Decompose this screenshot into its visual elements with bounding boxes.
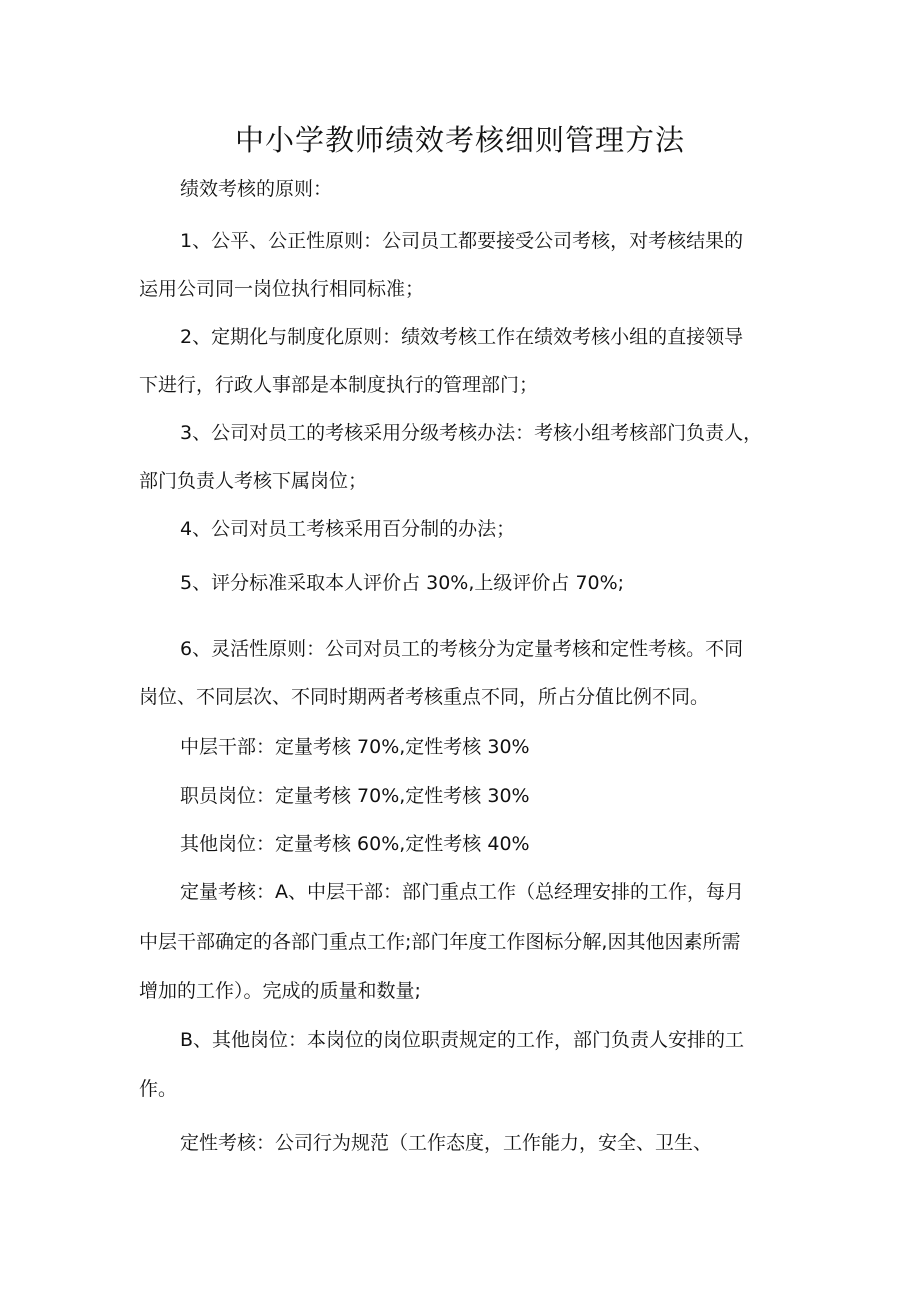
principles-heading: 绩效考核的原则： (180, 178, 333, 200)
principle-1-line-2: 运用公司同一岗位执行相同标准； (139, 278, 425, 300)
ratio-other-positions: 其他岗位：定量考核 60%,定性考核 40% (180, 833, 530, 855)
quantitative-b-line-1: B、其他岗位：本岗位的岗位职责规定的工作，部门负责人安排的工 (180, 1029, 745, 1051)
principle-3-line-2: 部门负责人考核下属岗位； (139, 470, 368, 492)
quantitative-line-1: 定量考核：A、中层干部：部门重点工作（总经理安排的工作，每月 (180, 881, 744, 903)
principle-2-line-1: 2、定期化与制度化原则：绩效考核工作在绩效考核小组的直接领导 (180, 326, 744, 348)
principle-2-line-2: 下进行，行政人事部是本制度执行的管理部门； (139, 374, 539, 396)
principle-4: 4、公司对员工考核采用百分制的办法； (180, 518, 516, 540)
principle-6-line-2: 岗位、不同层次、不同时期两者考核重点不同，所占分值比例不同。 (139, 686, 710, 708)
principle-3-line-1: 3、公司对员工的考核采用分级考核办法：考核小组考核部门负责人， (180, 422, 763, 444)
quantitative-line-3: 增加的工作）。完成的质量和数量; (139, 980, 421, 1002)
ratio-staff-positions: 职员岗位：定量考核 70%,定性考核 30% (180, 785, 530, 807)
principle-6-line-1: 6、灵活性原则：公司对员工的考核分为定量考核和定性考核。不同 (180, 638, 744, 660)
quantitative-b-line-2: 作。 (139, 1078, 178, 1100)
qualitative-line-1: 定性考核：公司行为规范（工作态度，工作能力，安全、卫生、 (180, 1132, 713, 1154)
quantitative-line-2: 中层干部确定的各部门重点工作;部门年度工作图标分解,因其他因素所需 (139, 931, 741, 953)
ratio-middle-managers: 中层干部：定量考核 70%,定性考核 30% (180, 736, 530, 758)
principle-5: 5、评分标准采取本人评价占 30%,上级评价占 70%; (180, 572, 625, 594)
document-title: 中小学教师绩效考核细则管理方法 (234, 123, 685, 157)
principle-1-line-1: 1、公平、公正性原则：公司员工都要接受公司考核，对考核结果的 (180, 230, 744, 252)
